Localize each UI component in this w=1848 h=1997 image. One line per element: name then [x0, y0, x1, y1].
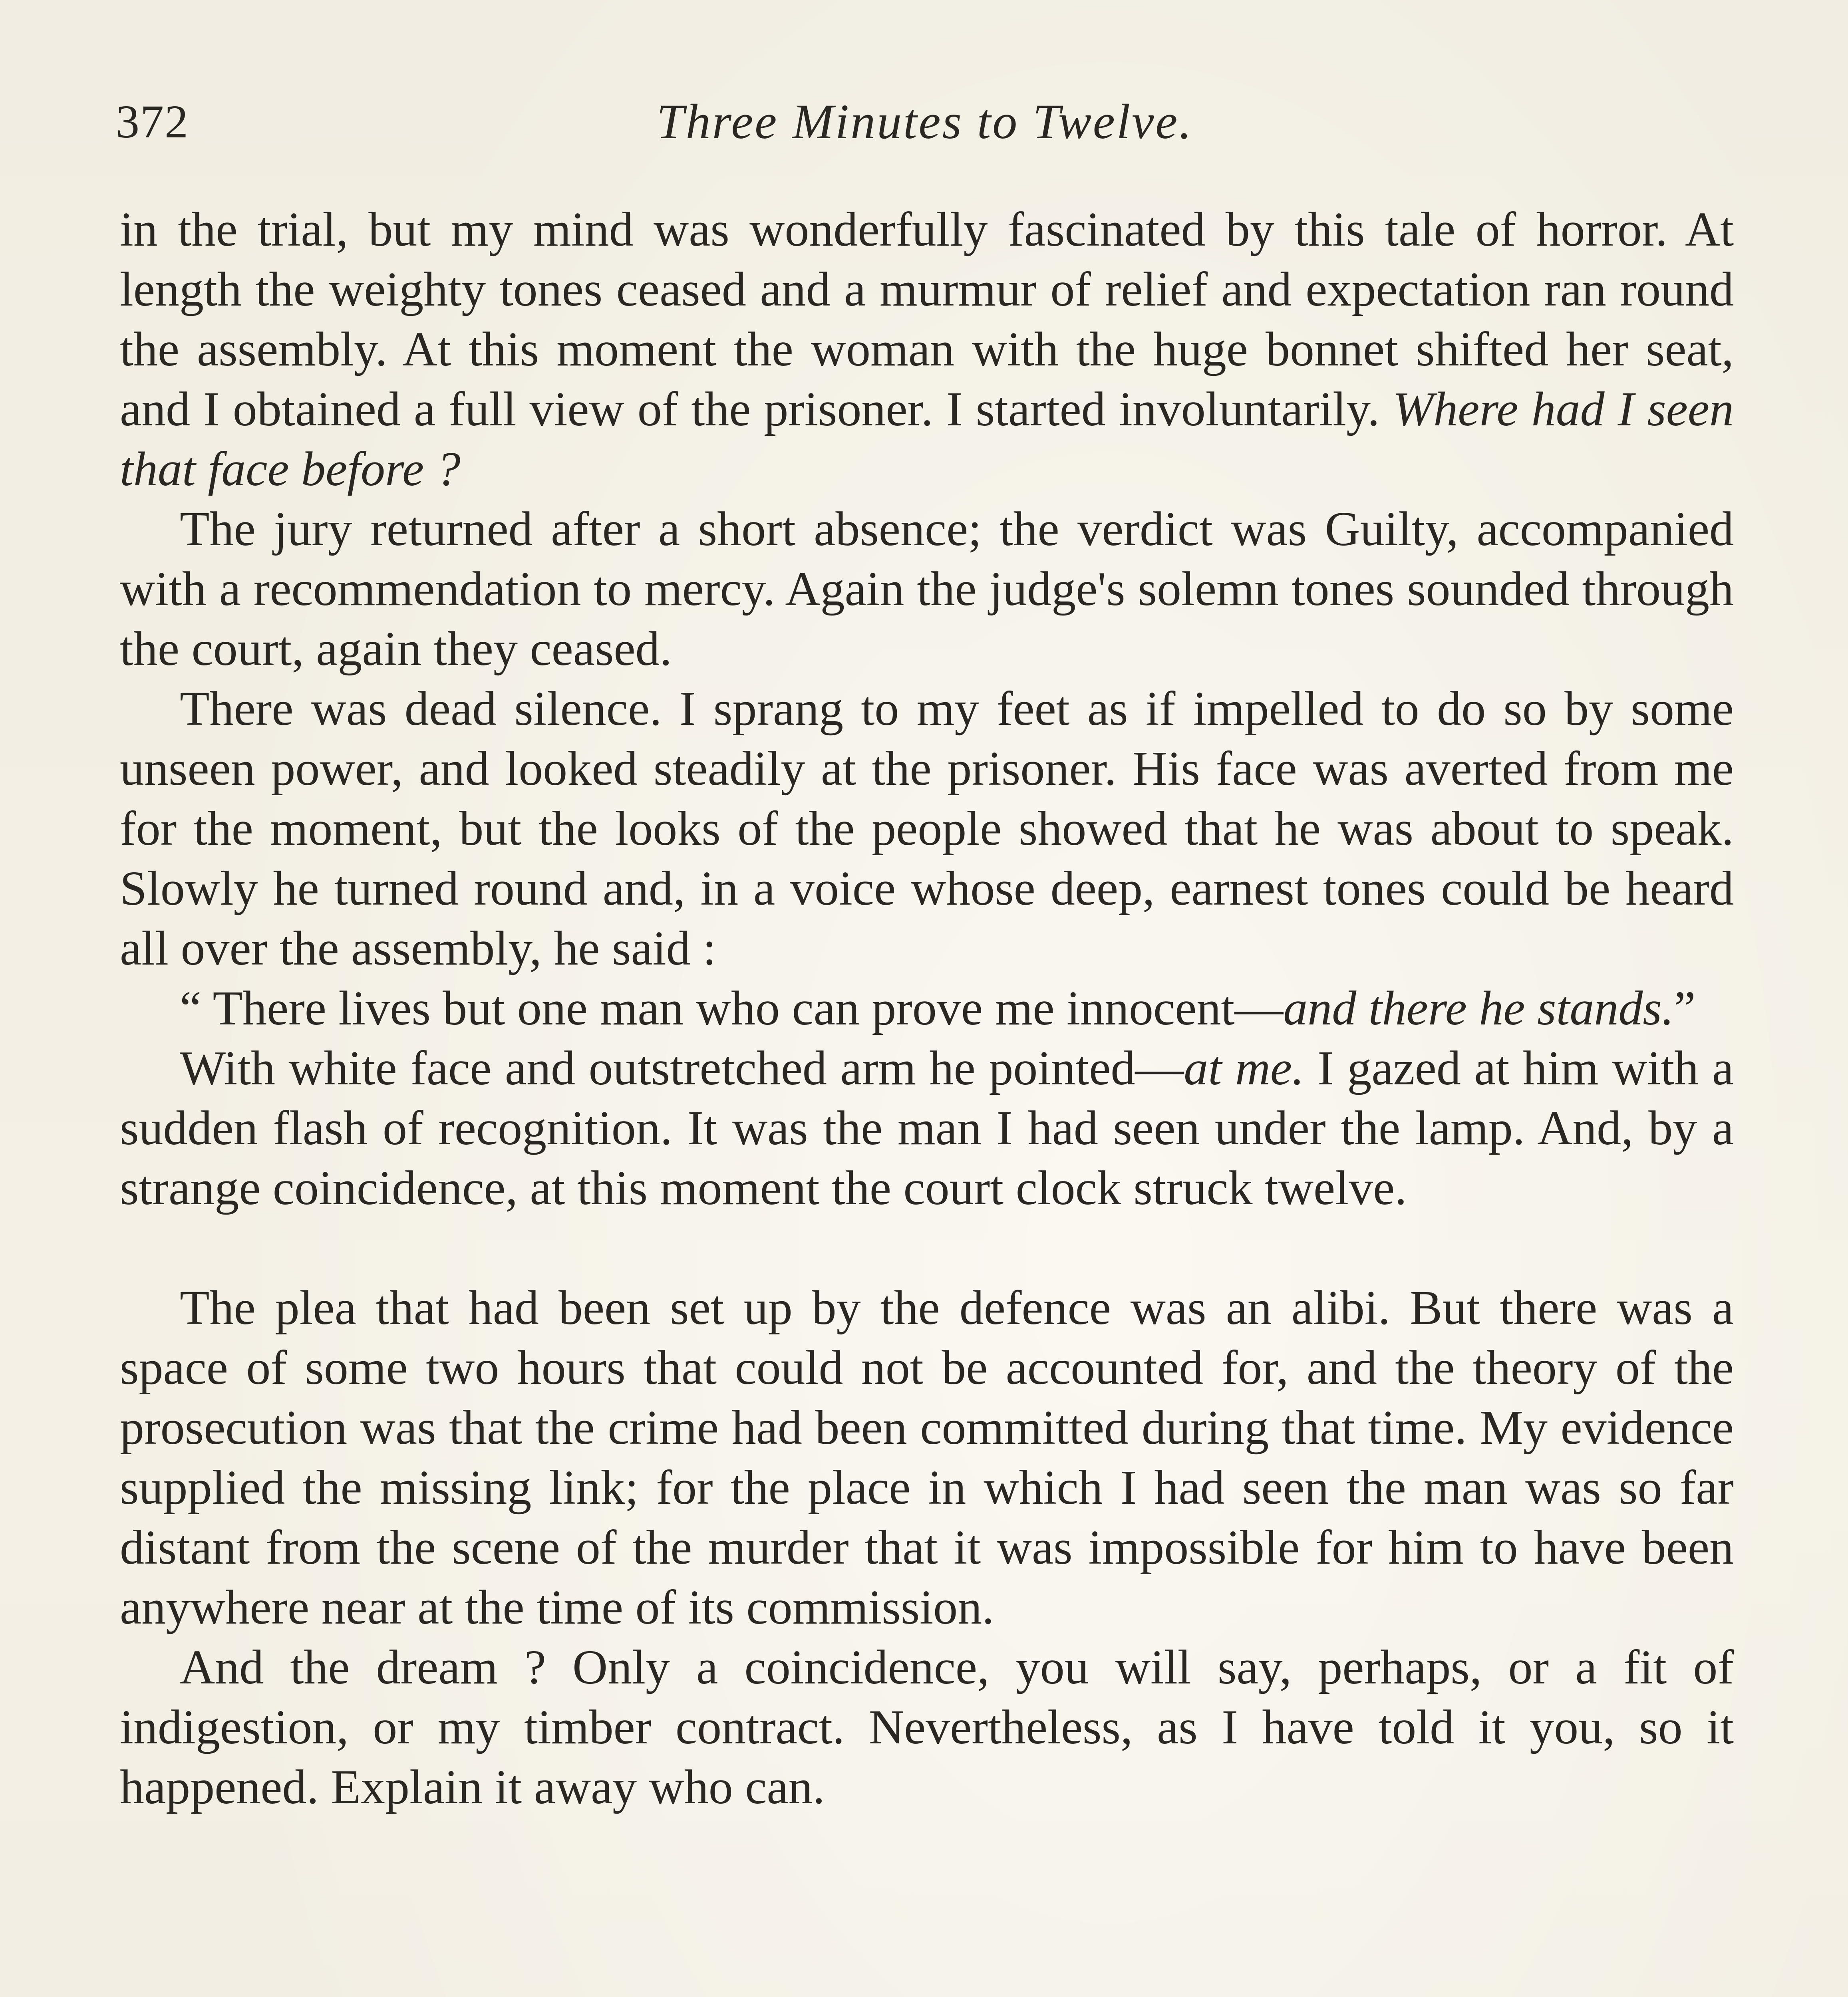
paragraph-2-text: The jury returned after a short absence; the verdict was Guilty, accompanied with a recommendation to mercy. Again the judge's solemn tones sounded through the court, again they ceased.: [120, 502, 1734, 676]
paragraph-6: [120, 1278, 1734, 1638]
paragraph-1-italic: Where had I seen that face before ?: [120, 382, 1734, 496]
paragraph-4-text: “ There lives but one man who can prove me innocent—: [180, 981, 1284, 1035]
paragraph-4-italic: and there he stands.: [1283, 981, 1674, 1035]
paragraph-6-text: The plea that had been set up by the defence was an alibi. But there was a space of some two hours that could not be accounted for, and the theory of the prosecution was that the crime had been committed during that time. My evidence supplied the missing link; for the place in which I had seen the man was so far distant from the scene of the murder that it was impossible for him to have been anywhere near at the time of its commission.: [120, 1281, 1734, 1634]
paragraph-5-italic: at me.: [1184, 1041, 1304, 1095]
paragraph-1-text: in the trial, but my mind was wonderfully fascinated by this tale of horror. At length the weighty tones ceased and a murmur of relief and expectation ran round the assembly. At this moment the woman with the huge bonnet shifted her seat, and I obtained a full view of the prisoner. I started involuntarily.: [120, 202, 1734, 436]
paragraph-3: [120, 679, 1734, 979]
paragraph-1: [120, 200, 1734, 499]
running-head: [116, 86, 1734, 158]
paragraph-7: [120, 1638, 1734, 1817]
paragraph-5-text-end: I gazed at him with a sudden flash of recognition. It was the man I had seen under the lamp. And, by a strange coincidence, at this moment the court clock struck twelve.: [120, 1041, 1734, 1215]
body-text: [120, 200, 1734, 1817]
paragraph-5: [120, 1038, 1734, 1218]
paragraph-3-text: There was dead silence. I sprang to my feet as if impelled to do so by some unseen power, and looked steadily at the prisoner. His face was averted from me for the moment, but the looks of the people showed that he was about to speak. Slowly he turned round and, in a voice whose deep, earnest tones could be heard all over the assembly, he said :: [120, 682, 1734, 975]
running-title: Three Minutes to Twelve.: [656, 94, 1193, 149]
paragraph-4: [120, 979, 1734, 1038]
paragraph-7-text: And the dream ? Only a coincidence, you will say, perhaps, or a fit of indigestion, or my timber contract. Nevertheless, as I have told it you, so it happened. Explain it away who can.: [120, 1640, 1734, 1814]
paragraph-5-text: With white face and outstretched arm he pointed—: [180, 1041, 1184, 1095]
paragraph-4-text-end: ”: [1674, 981, 1696, 1035]
paragraph-2: [120, 499, 1734, 679]
page-number: 372: [116, 95, 189, 148]
